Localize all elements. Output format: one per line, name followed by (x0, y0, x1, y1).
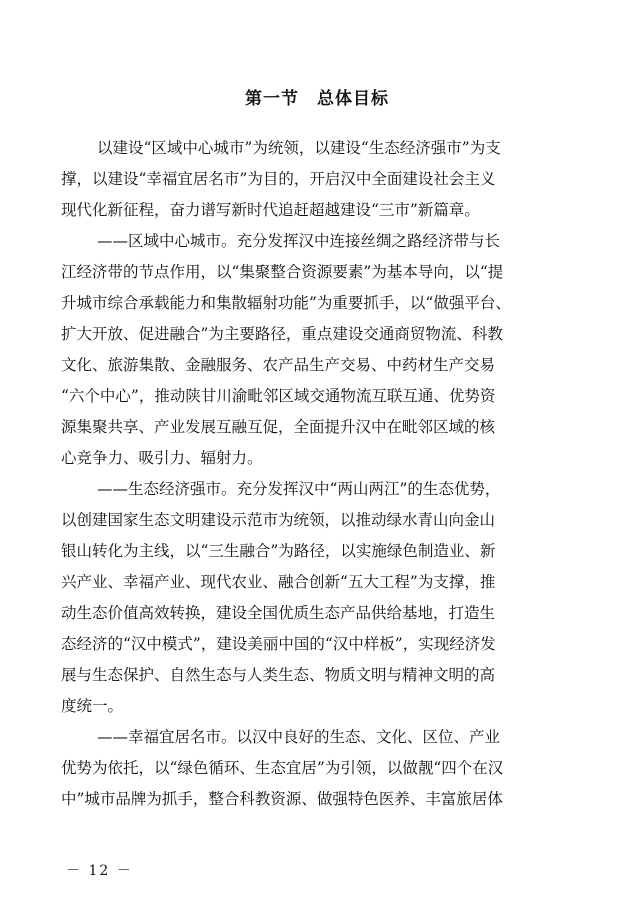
paragraph-line: 兴产业、幸福产业、现代农业、融合创新“五大工程”为支撑，推 (61, 573, 496, 591)
paragraph-line: 展与生态保护、自然生态与人类生态、物质文明与精神文明的高 (61, 666, 496, 684)
paragraph-line: 扩大开放、促进融合”为主要路径，重点建设交通商贸物流、科教 (61, 325, 503, 343)
paragraph-line: 态经济的“汉中模式”，建设美丽中国的“汉中样板”，实现经济发 (61, 635, 496, 653)
section-heading (0, 84, 634, 109)
paragraph-line: 优势为依托，以“绿色循环、生态宜居”为引领，以做靓“四个在汉 (61, 759, 504, 777)
paragraph-line: 升城市综合承载能力和集散辐射功能”为重要抓手，以“做强平台、 (61, 294, 511, 312)
paragraph-line: 江经济带的节点作用，以“集聚整合资源要素”为基本导向，以“提 (61, 263, 504, 281)
paragraph-keyword: ——区域中心城市。 (97, 232, 237, 250)
section-number: 第一节 (245, 89, 299, 109)
paragraph-keyword: ——生态经济强市。 (97, 480, 237, 498)
paragraph-line: “六个中心”，推动陕甘川渝毗邻区域交通物流互联互通、优势资 (61, 387, 496, 405)
paragraph-line: 以建设“区域中心城市”为统领，以建设“生态经济强市”为支 (97, 139, 501, 157)
paragraph-line: 动生态价值高效转换，建设全国优质生态产品供给基地，打造生 (61, 604, 496, 622)
paragraph-line: 心竞争力、吸引力、辐射力。 (61, 449, 263, 467)
paragraph-line: 银山转化为主线，以“三生融合”为路径，以实施绿色制造业、新 (61, 542, 496, 560)
paragraph-line: ——幸福宜居名市。以汉中良好的生态、文化、区位、产业 (97, 728, 501, 746)
paragraph-line: 撑，以建设“幸福宜居名市”为目的，开启汉中全面建设社会主义 (61, 170, 496, 188)
paragraph-line: 以创建国家生态文明建设示范市为统领，以推动绿水青山向金山 (61, 511, 496, 529)
paragraph-line: ——区域中心城市。充分发挥汉中连接丝绸之路经济带与长 (97, 232, 501, 250)
paragraph-line: 中”城市品牌为抓手，整合科教资源、做强特色医养、丰富旅居体 (61, 790, 503, 808)
paragraph-line: ——生态经济强市。充分发挥汉中“两山两江”的生态优势， (97, 480, 501, 498)
paragraph-line: 现代化新征程，奋力谱写新时代追赶超越建设“三市”新篇章。 (61, 201, 480, 219)
paragraph-keyword: ——幸福宜居名市。 (97, 728, 237, 746)
section-title: 总体目标 (317, 89, 389, 109)
body-text (61, 133, 577, 815)
paragraph-line: 文化、旅游集散、金融服务、农产品生产交易、中药材生产交易 (61, 356, 496, 374)
paragraph-line: 度统一。 (61, 697, 124, 715)
paragraph-line: 源集聚共享、产业发展互融互促，全面提升汉中在毗邻区域的核 (61, 418, 496, 436)
page-number: － 12 － (66, 863, 133, 879)
